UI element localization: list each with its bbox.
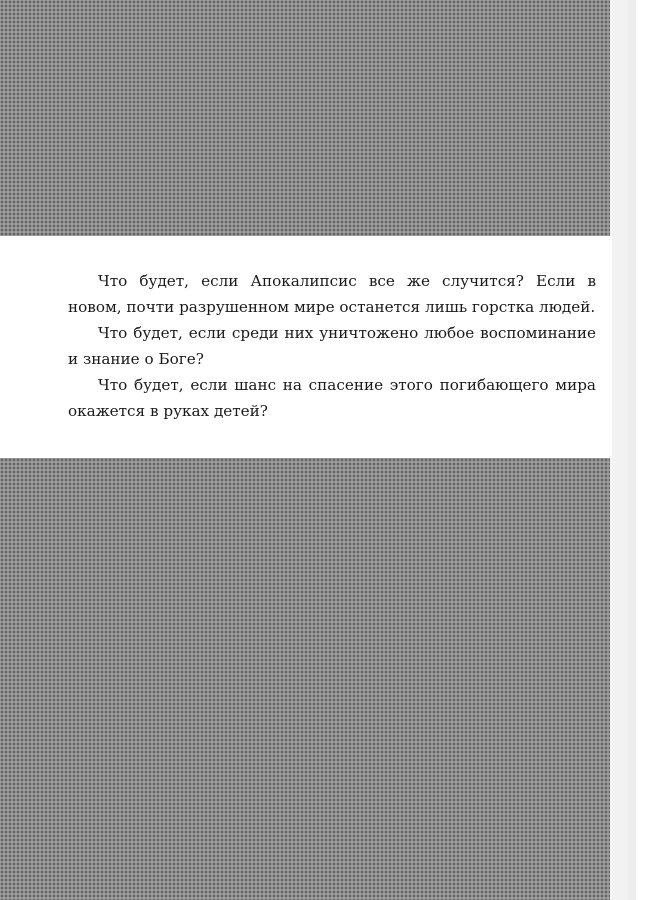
- halftone-pattern-top: [0, 0, 610, 236]
- blurb-paragraph-2: Что будет, если среди них уничтожено любое воспоминание и знание о Боге?: [68, 324, 596, 368]
- page-edge: [612, 0, 628, 900]
- halftone-pattern-bottom: [0, 458, 610, 900]
- blurb-paragraph-3: Что будет, если шанс на спасение этого погибающего мира окажется в руках детей?: [68, 376, 596, 420]
- blurb-text: [68, 268, 596, 424]
- blurb-paragraph-1: Что будет, если Апокалипсис все же случится? Если в новом, почти разрушенном мире останется лишь горстка людей.: [68, 272, 596, 316]
- spine-strip: [628, 0, 655, 900]
